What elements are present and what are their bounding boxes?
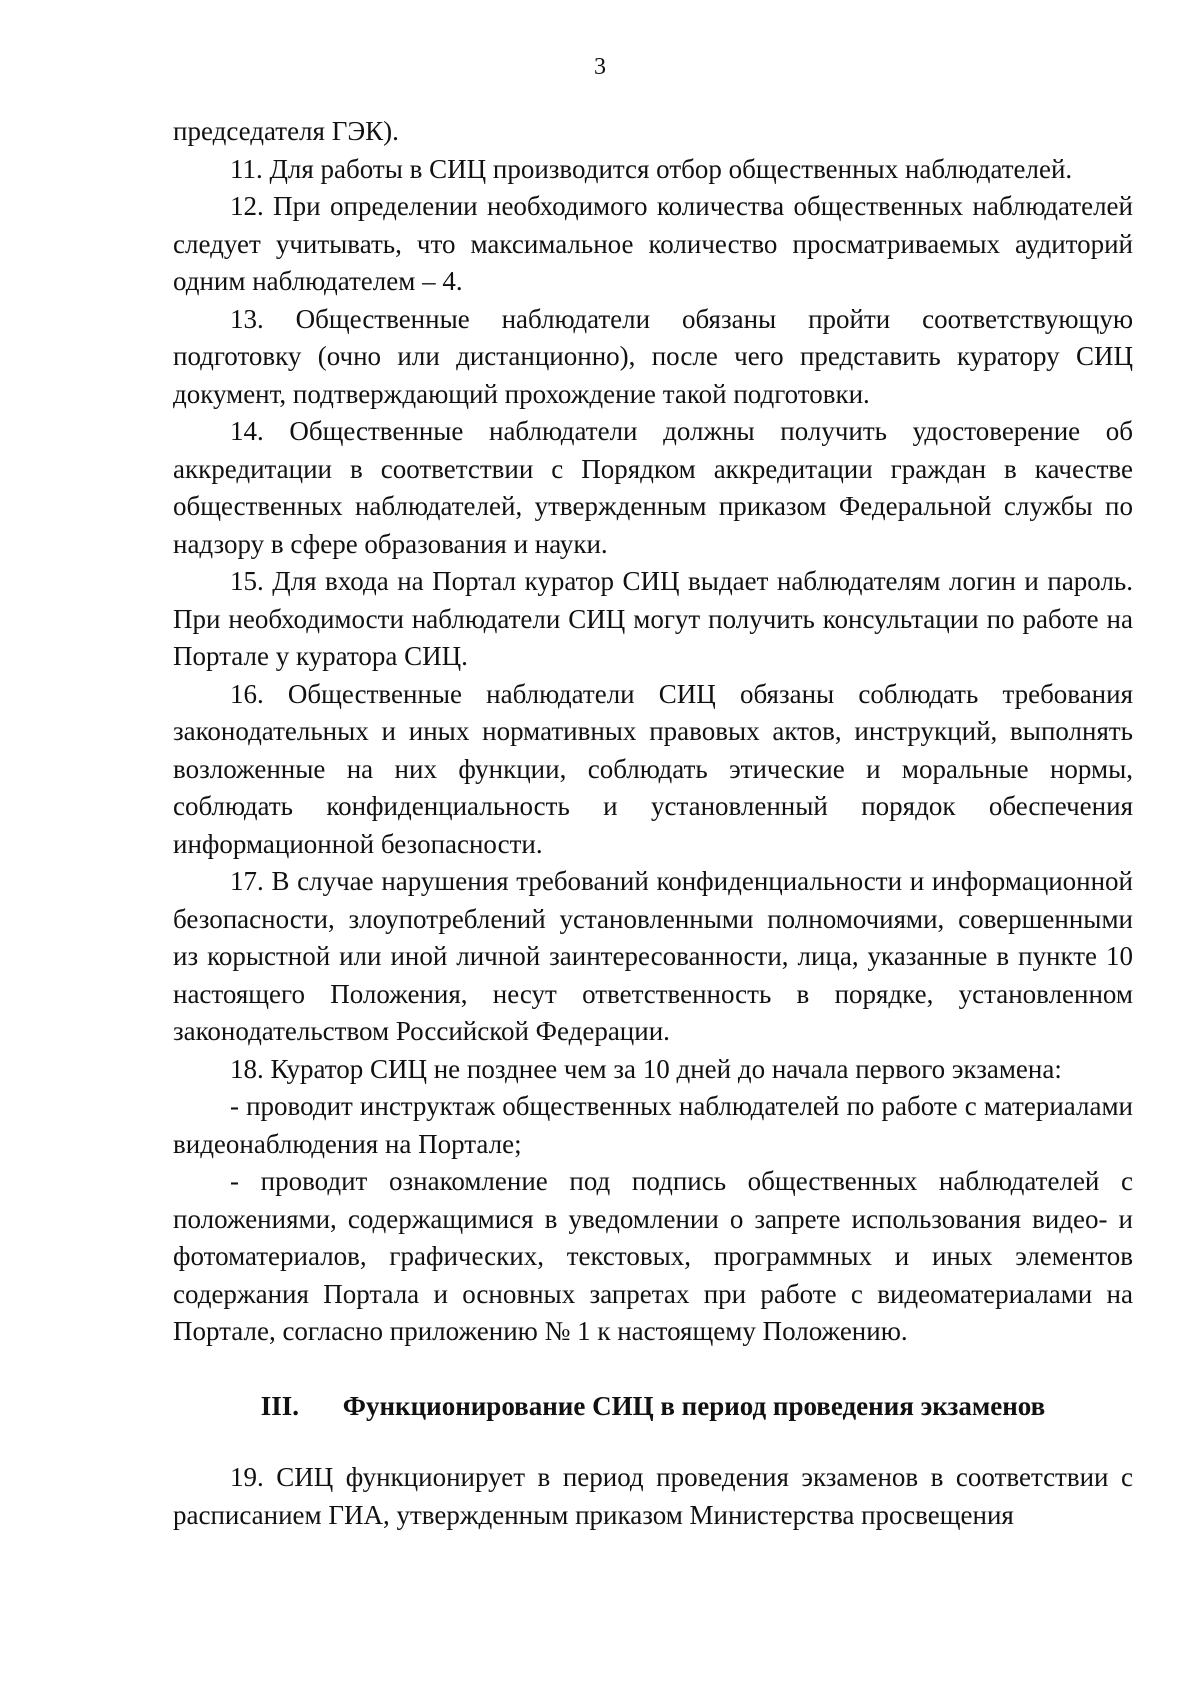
paragraph: 16. Общественные наблюдатели СИЦ обязаны соблюдать требования законодательных и иных нормативных правовых актов, инструкций, выполнять возложенные на них функции, соблюдать этические и моральные нормы, соблюдать конфиденциальность и установленный порядок обеспечения информационной безопасности. (173, 678, 1133, 859)
paragraph: 19. СИЦ функционирует в период проведения экзаменов в соответствии с расписанием ГИА, утвержденным приказом Министерства просвещения (173, 1462, 1133, 1530)
paragraph: 12. При определении необходимого количества общественных наблюдателей следует учитывать, что максимальное количество просматриваемых аудиторий одним наблюдателем – 4. (173, 191, 1133, 296)
paragraphs-before-section (173, 113, 1133, 1351)
paragraph: 11. Для работы в СИЦ производится отбор общественных наблюдателей. (230, 153, 1073, 184)
paragraph: 17. В случае нарушения требований конфиденциальности и информационной безопасности, злоупотреблений установленными полномочиями, совершенными из корыстной или иной личной заинтересованности, лица, указанные в пункте 10 настоящего Положения, несут ответственность в порядке, установленном законодательством Российской Федерации. (173, 866, 1133, 1046)
paragraphs-after-section (173, 1459, 1133, 1534)
paragraph: председателя ГЭК). (173, 116, 399, 146)
section-number: III. (260, 1390, 300, 1421)
paragraph: 14. Общественные наблюдатели должны получить удостоверение об аккредитации в соответствии с Порядком аккредитации граждан в качестве общественных наблюдателей, утвержденным приказом Федеральной службы по надзору в сфере образования и науки. (173, 416, 1133, 559)
paragraph: 18. Куратор СИЦ не позднее чем за 10 дней до начала первого экзамена: (230, 1053, 1062, 1084)
paragraph: - проводит инструктаж общественных наблюдателей по работе с материалами видеонаблюдения на Портале; (173, 1091, 1133, 1159)
section-title: Функционирование СИЦ в период проведения экзаменов (342, 1390, 1046, 1421)
section-heading (173, 1388, 1133, 1426)
paragraph: 13. Общественные наблюдатели обязаны пройти соответствующую подготовку (очно или дистанционно), после чего представить куратору СИЦ документ, подтверждающий прохождение такой подготовки. (173, 303, 1133, 409)
paragraph: 15. Для входа на Портал куратор СИЦ выдает наблюдателям логин и пароль. При необходимости наблюдатели СИЦ могут получить консультации по работе на Портале у куратора СИЦ. (173, 566, 1133, 671)
document-body (173, 113, 1133, 1534)
paragraph: - проводит ознакомление под подпись общественных наблюдателей с положениями, содержащимися в уведомлении о запрете использования видео- и фотоматериалов, графических, текстовых, программных и иных элементов содержания Портала и основных запретах при работе с видеоматериалами на Портале, согласно приложению № 1 к настоящему Положению. (173, 1166, 1133, 1346)
page-number: 3 (594, 54, 606, 80)
